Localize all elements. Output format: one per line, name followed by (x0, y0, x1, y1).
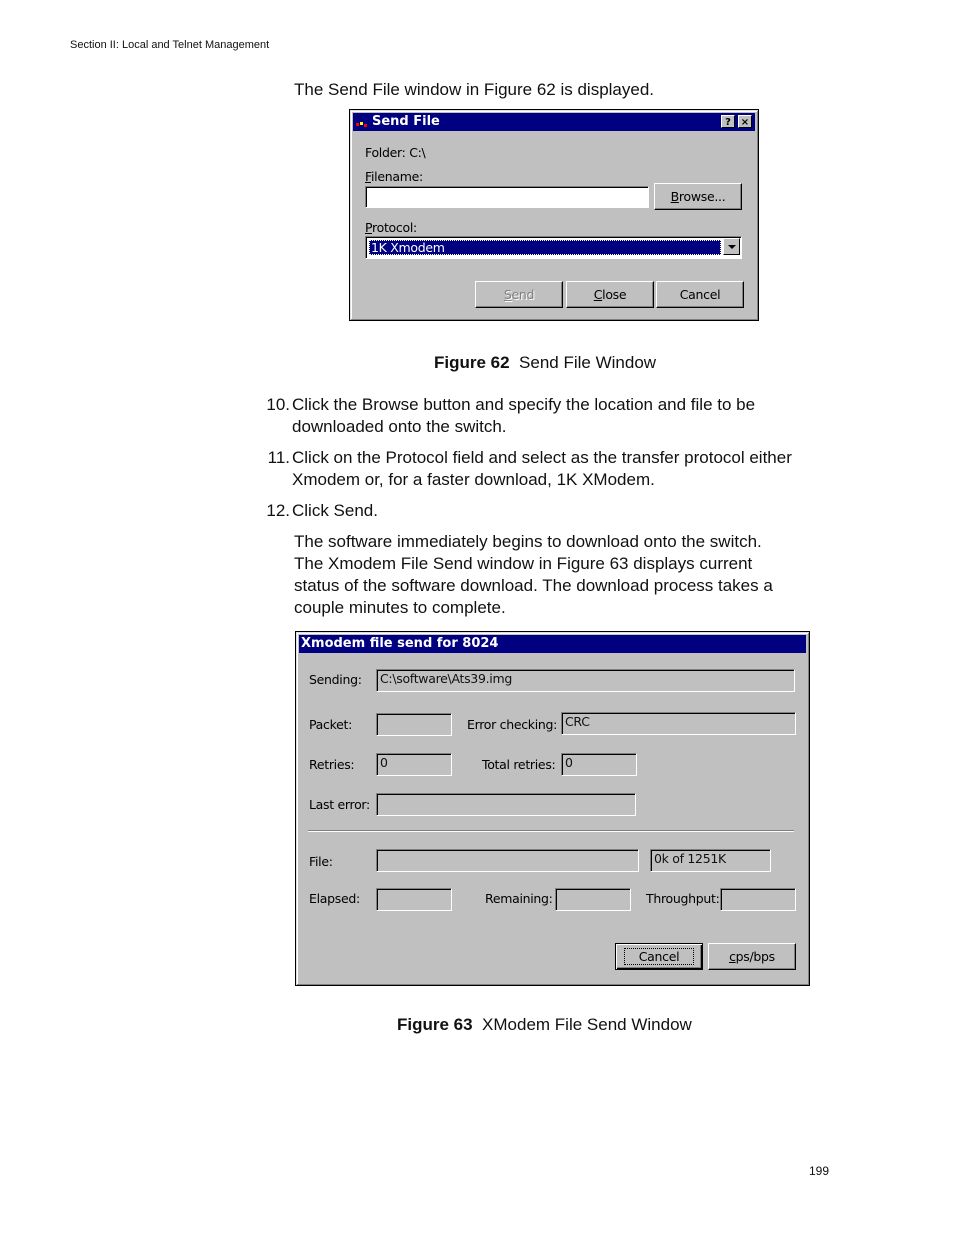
chevron-down-icon[interactable] (723, 238, 740, 255)
throughput-field (720, 888, 796, 911)
figure-62-caption: Figure 62 Send File Window (434, 353, 657, 372)
divider (308, 830, 794, 832)
xmodem-cancel-button[interactable]: Cancel (615, 943, 703, 970)
xmodem-title: Xmodem file send for 8024 (301, 636, 499, 651)
error-checking-label: Error checking: (467, 717, 558, 732)
protocol-select[interactable] (365, 236, 742, 259)
last-error-field (376, 793, 636, 816)
cps-bps-button[interactable]: cps/bps (708, 943, 796, 970)
retries-field: 0 (376, 753, 452, 776)
elapsed-field (376, 888, 452, 911)
xmodem-titlebar (299, 635, 806, 653)
total-retries-label: Total retries: (482, 757, 556, 772)
remaining-label: Remaining: (485, 891, 553, 906)
remaining-field (555, 888, 631, 911)
running-header: Section II: Local and Telnet Management (70, 39, 270, 51)
throughput-label: Throughput: (646, 891, 720, 906)
close-icon[interactable]: × (738, 115, 752, 128)
intro-text: The Send File window in Figure 62 is displayed. (294, 80, 655, 99)
filename-label: Filename: (365, 169, 423, 184)
send-file-titlebar (353, 113, 755, 131)
file-progress-bar (376, 849, 639, 872)
send-file-title: Send File (372, 114, 440, 129)
protocol-label: Protocol: (365, 220, 417, 235)
close-button[interactable]: Close (566, 281, 654, 308)
send-file-dialog (349, 109, 759, 321)
protocol-selected-value: 1K Xmodem (369, 240, 721, 255)
sending-field: C:\software\Ats39.img (376, 669, 795, 692)
page-number: 199 (809, 1164, 830, 1178)
cancel-button[interactable]: Cancel (656, 281, 744, 308)
figure-63-caption: Figure 63 XModem File Send Window (397, 1015, 692, 1034)
retries-label: Retries: (309, 757, 355, 772)
folder-label: Folder: C:\ (365, 145, 426, 160)
error-checking-field: CRC (561, 712, 796, 735)
app-icon (356, 118, 368, 126)
send-button[interactable]: Send (475, 281, 563, 308)
last-error-label: Last error: (309, 797, 370, 812)
sending-label: Sending: (309, 672, 362, 687)
help-icon[interactable]: ? (721, 115, 735, 128)
elapsed-label: Elapsed: (309, 891, 360, 906)
filename-input[interactable] (365, 186, 649, 208)
total-retries-field: 0 (561, 753, 637, 776)
browse-button[interactable]: Browse... (654, 183, 742, 210)
body-paragraph: The software immediately begins to download onto the switch. The Xmodem File Send window in Figure 63 displays current status of the software download. The download process takes a couple minutes to complete. (294, 532, 773, 617)
file-size-field: 0k of 1251K (650, 849, 771, 872)
packet-label: Packet: (309, 717, 353, 732)
xmodem-dialog (295, 631, 810, 986)
packet-field (376, 713, 452, 736)
file-label: File: (309, 854, 333, 869)
